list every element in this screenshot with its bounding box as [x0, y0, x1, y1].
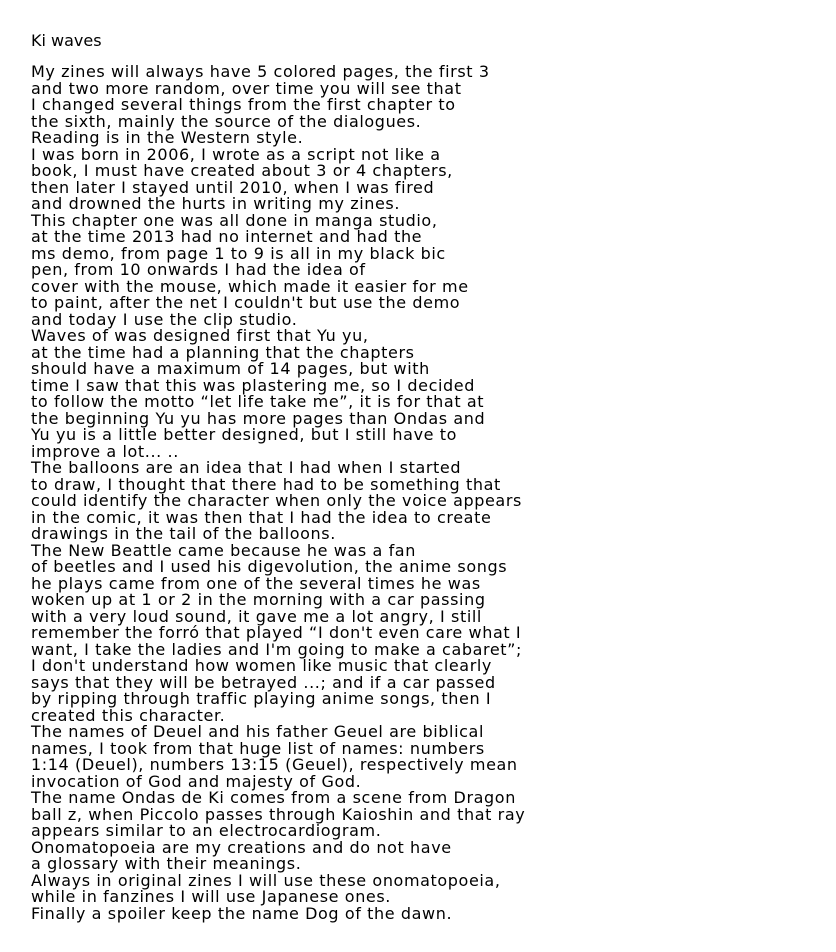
- body-line: invocation of God and majesty of God.: [31, 771, 362, 791]
- body-line: in the comic, it was then that I had the idea to create: [31, 507, 492, 527]
- body-line: ms demo, from page 1 to 9 is all in my black bic: [31, 243, 446, 263]
- body-line: The balloons are an idea that I had when I started: [31, 458, 462, 477]
- body-line: My zines will always have 5 colored pages, the first 3: [31, 62, 490, 81]
- body-line: 1:14 (Deuel), numbers 13:15 (Geuel), respectively mean: [31, 755, 518, 774]
- body-line: created this character.: [31, 705, 226, 725]
- body-line: The name Ondas de Ki comes from a scene from Dragon: [31, 788, 516, 807]
- body-line: appears similar to an electrocardiogram.: [31, 821, 382, 840]
- body-line: improve a lot... ..: [31, 441, 179, 461]
- body-line: to paint, after the net I couldn't but use the demo: [31, 293, 461, 312]
- body-line: he plays came from one of the several times he was: [31, 573, 481, 593]
- body-line: This chapter one was all done in manga studio,: [31, 210, 438, 230]
- body-line: I was born in 2006, I wrote as a script not like a: [31, 144, 441, 164]
- body-line: time I saw that this was plastering me, so I decided: [31, 375, 476, 395]
- body-line: a glossary with their meanings.: [31, 854, 302, 873]
- body-line: ball z, when Piccolo passes through Kaioshin and that ray: [31, 804, 526, 824]
- body-line: want, I take the ladies and I'm going to make a cabaret”;: [31, 639, 523, 659]
- body-line: The names of Deuel and his father Geuel are biblical: [31, 722, 484, 741]
- body-line: I don't understand how women like music that clearly: [31, 656, 493, 675]
- body-line: says that they will be betrayed ...; and if a car passed: [31, 672, 496, 692]
- body-line: I changed several things from the first chapter to: [31, 95, 456, 114]
- body-line: Waves of was designed first that Yu yu,: [31, 326, 369, 345]
- body-line: the sixth, mainly the source of the dialogues.: [31, 111, 422, 131]
- body-line: names, I took from that huge list of names: numbers: [31, 738, 485, 758]
- body-line: Reading is in the Western style.: [31, 128, 304, 147]
- body-line: The New Beattle came because he was a fan: [31, 540, 416, 560]
- body-line: remember the forró that played “I don't even care what I: [31, 623, 522, 642]
- body-line: of beetles and I used his digevolution, the anime songs: [31, 557, 508, 576]
- body-line: cover with the mouse, which made it easier for me: [31, 276, 469, 296]
- body-line: drawings in the tail of the balloons.: [31, 524, 336, 543]
- body-line: pen, from 10 onwards I had the idea of: [31, 260, 366, 279]
- body-line: Yu yu is a little better designed, but I still have to: [31, 425, 458, 444]
- body-line: the beginning Yu yu has more pages than Ondas and: [31, 408, 486, 428]
- body-line: Onomatopoeia are my creations and do not have: [31, 837, 452, 857]
- document-body: [31, 64, 831, 922]
- body-line: at the time 2013 had no internet and had the: [31, 227, 423, 246]
- body-line: and two more random, over time you will see that: [31, 78, 462, 98]
- body-line: woken up at 1 or 2 in the morning with a car passing: [31, 590, 486, 609]
- body-line: should have a maximum of 14 pages, but with: [31, 359, 430, 378]
- body-line: and today I use the clip studio.: [31, 309, 298, 329]
- body-line: to draw, I thought that there had to be something that: [31, 474, 501, 494]
- body-line: at the time had a planning that the chapters: [31, 342, 415, 362]
- body-line: then later I stayed until 2010, when I was fired: [31, 177, 435, 197]
- body-line: with a very loud sound, it gave me a lot angry, I still: [31, 606, 482, 626]
- body-line: book, I must have created about 3 or 4 chapters,: [31, 161, 453, 180]
- body-line: while in fanzines I will use Japanese ones.: [31, 887, 391, 906]
- body-line: to follow the motto “let life take me”, it is for that at: [31, 392, 485, 411]
- document-title: Ki waves: [31, 31, 102, 50]
- body-line: by ripping through traffic playing anime songs, then I: [31, 689, 492, 708]
- body-line: Always in original zines I will use these onomatopoeia,: [31, 870, 501, 890]
- body-line: and drowned the hurts in writing my zines.: [31, 194, 401, 213]
- body-line: could identify the character when only the voice appears: [31, 491, 522, 510]
- body-line: Finally a spoiler keep the name Dog of the dawn.: [31, 903, 453, 923]
